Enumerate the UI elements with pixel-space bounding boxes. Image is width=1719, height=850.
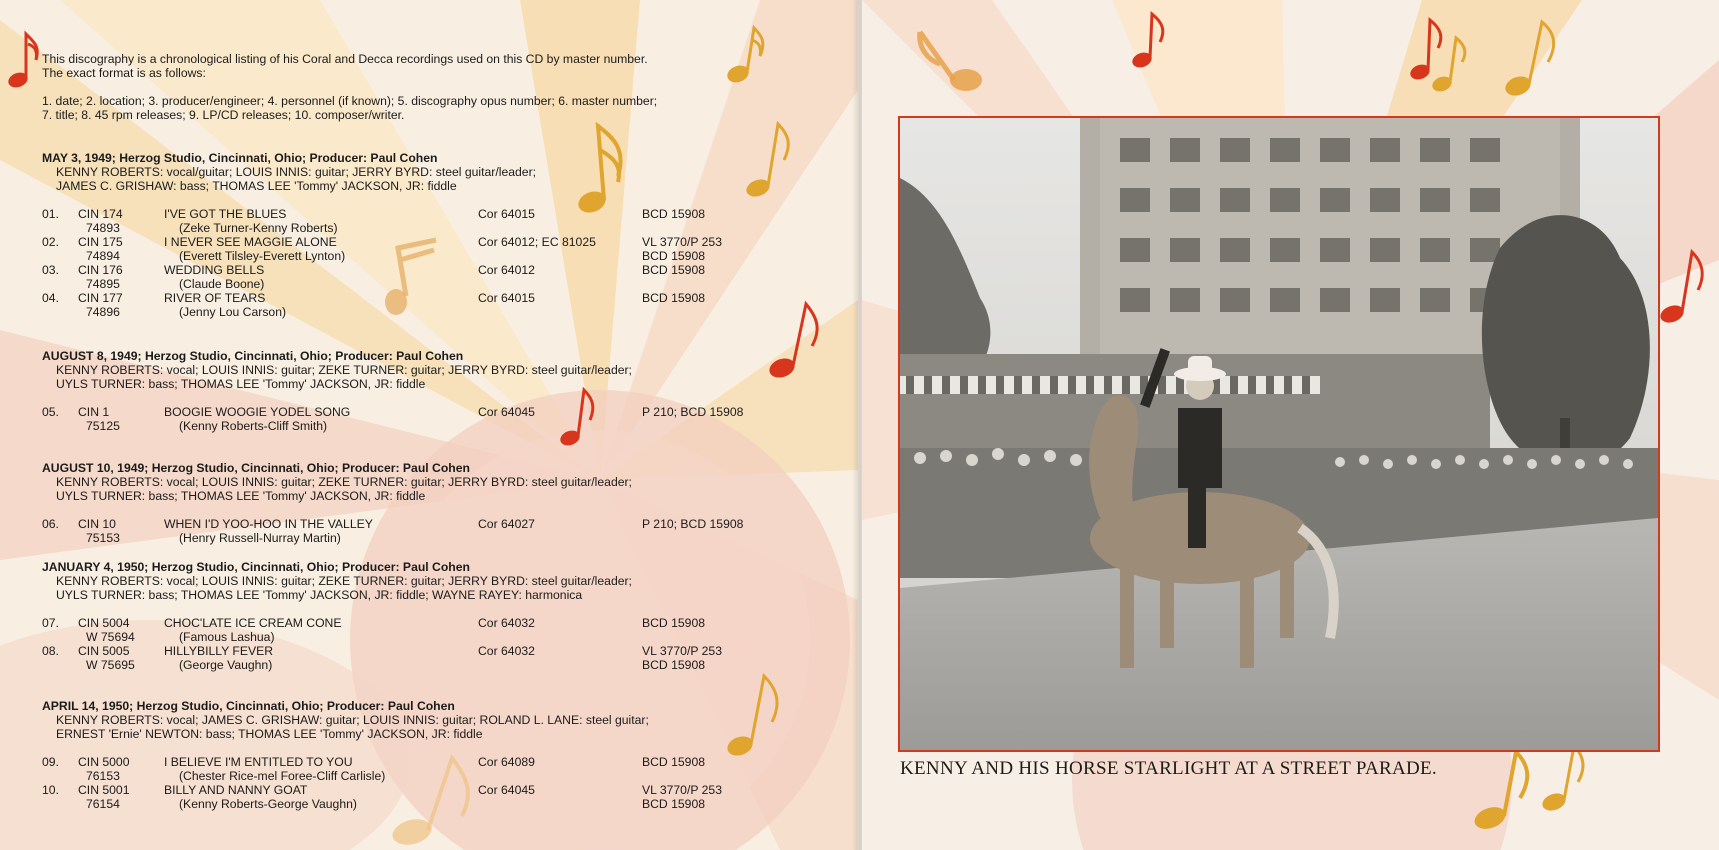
track-number: 05.	[42, 405, 59, 419]
track-list	[42, 405, 802, 433]
master-number: CIN 176	[78, 263, 123, 277]
release-lp-cd: BCD 15908	[642, 291, 706, 305]
track-row	[42, 235, 802, 263]
track-number: 03.	[42, 263, 59, 277]
track-row	[42, 783, 802, 811]
session-personnel: KENNY ROBERTS: vocal; LOUIS INNIS: guitar; ZEKE TURNER: guitar; JERRY BYRD: steel guitar/leader;	[56, 574, 632, 588]
release-lp-cd: VL 3770/P 253	[642, 235, 722, 249]
session-heading: APRIL 14, 1950; Herzog Studio, Cincinnati, Ohio; Producer: Paul Cohen	[42, 699, 455, 713]
track-row	[42, 207, 802, 235]
right-page	[862, 0, 1719, 850]
session-personnel: KENNY ROBERTS: vocal/guitar; LOUIS INNIS: guitar; JERRY BYRD: steel guitar/leader;	[56, 165, 537, 179]
parade-photo	[898, 116, 1660, 752]
composer: (Famous Lashua)	[179, 630, 275, 644]
track-title: HILLYBILLY FEVER	[164, 644, 274, 658]
master-number: CIN 10	[78, 517, 116, 531]
session-personnel: UYLS TURNER: bass; THOMAS LEE 'Tommy' JACKSON, JR: fiddle	[56, 377, 426, 391]
session-january-4-1950	[42, 560, 802, 672]
release-lp-cd: BCD 15908	[642, 263, 706, 277]
track-list	[42, 517, 802, 545]
opus-number: 74895	[86, 277, 120, 291]
release-45rpm: Cor 64089	[478, 755, 535, 769]
opus-number: W 75694	[86, 630, 135, 644]
session-personnel: KENNY ROBERTS: vocal; JAMES C. GRISHAW: guitar; LOUIS INNIS: guitar; ROLAND L. LANE: steel guitar;	[56, 713, 649, 727]
track-number: 08.	[42, 644, 59, 658]
release-45rpm: Cor 64015	[478, 207, 535, 221]
session-personnel: KENNY ROBERTS: vocal; LOUIS INNIS: guitar; ZEKE TURNER: guitar; JERRY BYRD: steel guitar/leader;	[56, 475, 632, 489]
music-note-icon	[1130, 10, 1170, 72]
opus-number: W 75695	[86, 658, 135, 672]
track-list	[42, 207, 802, 319]
opus-number: 74893	[86, 221, 120, 235]
master-number: CIN 175	[78, 235, 123, 249]
composer: (Zeke Turner-Kenny Roberts)	[179, 221, 338, 235]
track-title: BOOGIE WOOGIE YODEL SONG	[164, 405, 351, 419]
opus-number: 74894	[86, 249, 120, 263]
release-45rpm: Cor 64032	[478, 616, 535, 630]
music-notes-icon	[1468, 742, 1588, 834]
release-45rpm: Cor 64045	[478, 783, 535, 797]
session-august-8-1949	[42, 349, 802, 433]
master-number: CIN 174	[78, 207, 123, 221]
discography-intro	[42, 52, 742, 122]
track-number: 02.	[42, 235, 59, 249]
track-number: 01.	[42, 207, 59, 221]
composer: (Kenny Roberts-George Vaughn)	[179, 797, 357, 811]
parade-photo-image	[900, 118, 1658, 750]
opus-number: 76154	[86, 797, 120, 811]
track-title: WHEN I'D YOO-HOO IN THE VALLEY	[164, 517, 373, 531]
track-number: 06.	[42, 517, 59, 531]
opus-number: 76153	[86, 769, 120, 783]
track-title: BILLY AND NANNY GOAT	[164, 783, 308, 797]
release-lp-cd: VL 3770/P 253	[642, 783, 722, 797]
track-number: 10.	[42, 783, 59, 797]
session-personnel: UYLS TURNER: bass; THOMAS LEE 'Tommy' JACKSON, JR: fiddle	[56, 489, 426, 503]
music-notes-icon	[1408, 12, 1478, 98]
track-title: WEDDING BELLS	[164, 263, 265, 277]
track-row	[42, 644, 802, 672]
release-45rpm: Cor 64032	[478, 644, 535, 658]
release-lp-cd: BCD 15908	[642, 616, 706, 630]
music-note-icon	[1658, 246, 1708, 328]
master-number: CIN 5004	[78, 616, 130, 630]
track-number: 04.	[42, 291, 59, 305]
session-heading: JANUARY 4, 1950; Herzog Studio, Cincinnati, Ohio; Producer: Paul Cohen	[42, 560, 470, 574]
track-row	[42, 405, 802, 433]
session-personnel: JAMES C. GRISHAW: bass; THOMAS LEE 'Tommy' JACKSON, JR: fiddle	[56, 179, 457, 193]
release-lp-cd: BCD 15908	[642, 207, 706, 221]
release-lp-cd: P 210; BCD 15908	[642, 517, 744, 531]
track-title: RIVER OF TEARS	[164, 291, 266, 305]
master-number: CIN 1	[78, 405, 110, 419]
composer: (Jenny Lou Carson)	[179, 305, 287, 319]
composer: (Henry Russell-Nurray Martin)	[179, 531, 341, 545]
intro-line: 7. title; 8. 45 rpm releases; 9. LP/CD releases; 10. composer/writer.	[42, 108, 405, 122]
composer: (Everett Tilsley-Everett Lynton)	[179, 249, 346, 263]
track-list	[42, 616, 802, 672]
intro-line: This discography is a chronological listing of his Coral and Decca recordings used on this CD by master number.	[42, 52, 648, 66]
left-page	[0, 0, 858, 850]
session-heading: AUGUST 10, 1949; Herzog Studio, Cincinnati, Ohio; Producer: Paul Cohen	[42, 461, 470, 475]
release-lp-cd: VL 3770/P 253	[642, 644, 722, 658]
track-title: I'VE GOT THE BLUES	[164, 207, 287, 221]
track-list	[42, 755, 802, 811]
photo-caption: KENNY AND HIS HORSE STARLIGHT AT A STREET PARADE.	[900, 758, 1437, 779]
composer: (George Vaughn)	[179, 658, 273, 672]
session-may-3-1949	[42, 151, 802, 319]
composer: (Kenny Roberts-Cliff Smith)	[179, 419, 328, 433]
opus-number: 75153	[86, 531, 120, 545]
track-title: I NEVER SEE MAGGIE ALONE	[164, 235, 337, 249]
composer: (Chester Rice-mel Foree-Cliff Carlisle)	[179, 769, 386, 783]
track-row	[42, 755, 802, 783]
track-row	[42, 291, 802, 319]
session-personnel: KENNY ROBERTS: vocal; LOUIS INNIS: guitar; ZEKE TURNER: guitar; JERRY BYRD: steel guitar/leader;	[56, 363, 632, 377]
music-note-icon	[1502, 16, 1562, 100]
master-number: CIN 5000	[78, 755, 130, 769]
session-april-14-1950	[42, 699, 802, 811]
track-row	[42, 263, 802, 291]
master-number: CIN 177	[78, 291, 123, 305]
session-personnel: ERNEST 'Ernie' NEWTON: bass; THOMAS LEE 'Tommy' JACKSON, JR: fiddle	[56, 727, 483, 741]
composer: (Claude Boone)	[179, 277, 265, 291]
track-title: I BELIEVE I'M ENTITLED TO YOU	[164, 755, 353, 769]
release-lp-cd: BCD 15908	[642, 797, 706, 811]
session-personnel: UYLS TURNER: bass; THOMAS LEE 'Tommy' JACKSON, JR: fiddle; WAYNE RAYEY: harmonica	[56, 588, 583, 602]
track-row	[42, 517, 802, 545]
release-lp-cd: P 210; BCD 15908	[642, 405, 744, 419]
release-lp-cd: BCD 15908	[642, 658, 706, 672]
track-title: CHOC'LATE ICE CREAM CONE	[164, 616, 342, 630]
release-lp-cd: BCD 15908	[642, 755, 706, 769]
session-heading: AUGUST 8, 1949; Herzog Studio, Cincinnati, Ohio; Producer: Paul Cohen	[42, 349, 464, 363]
master-number: CIN 5005	[78, 644, 130, 658]
music-note-icon	[910, 24, 990, 100]
discography-text	[0, 0, 858, 850]
intro-line: 1. date; 2. location; 3. producer/engineer; 4. personnel (if known); 5. discography opus number; 6. master number;	[42, 94, 658, 108]
opus-number: 74896	[86, 305, 120, 319]
release-45rpm: Cor 64015	[478, 291, 535, 305]
session-august-10-1949	[42, 461, 802, 545]
master-number: CIN 5001	[78, 783, 130, 797]
track-number: 09.	[42, 755, 59, 769]
release-lp-cd: BCD 15908	[642, 249, 706, 263]
release-45rpm: Cor 64012; EC 81025	[478, 235, 596, 249]
intro-line: The exact format is as follows:	[42, 66, 206, 80]
session-heading: MAY 3, 1949; Herzog Studio, Cincinnati, Ohio; Producer: Paul Cohen	[42, 151, 438, 165]
release-45rpm: Cor 64027	[478, 517, 535, 531]
track-row	[42, 616, 802, 644]
release-45rpm: Cor 64012	[478, 263, 535, 277]
opus-number: 75125	[86, 419, 120, 433]
release-45rpm: Cor 64045	[478, 405, 535, 419]
track-number: 07.	[42, 616, 59, 630]
